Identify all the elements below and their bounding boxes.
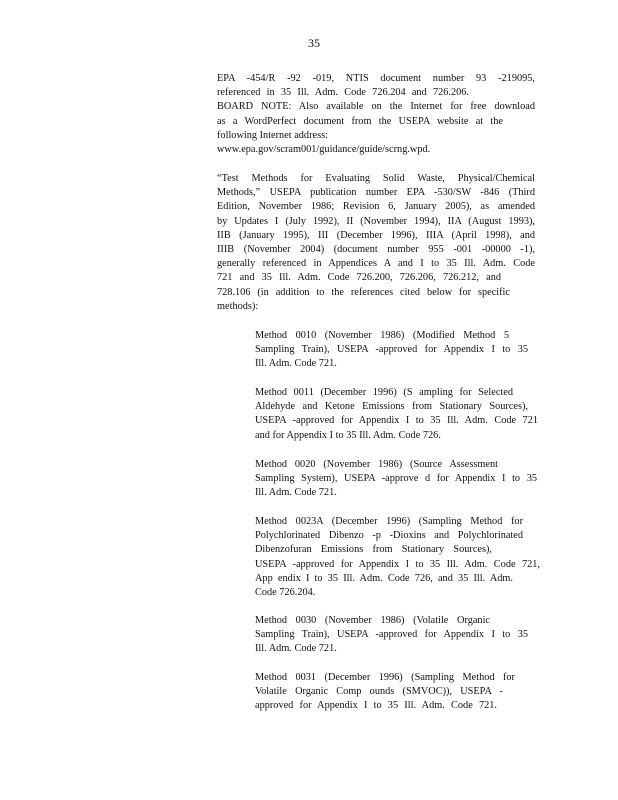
text-line: Dibenzofuran Emissions from Stationary Sources), (255, 544, 492, 556)
text-line: USEPA -approved for Appendix I to 35 Ill. Adm. Code 721, (255, 558, 540, 570)
text-line: 721 and 35 Ill. Adm. Code 726.200, 726.206, 726.212, and (217, 272, 501, 284)
text-line: Method 0023A (December 1996) (Sampling Method for (255, 516, 523, 527)
text-line: Ill. Adm. Code 721. (255, 643, 337, 655)
text-line: USEPA -approved for Appendix I to 35 Ill. Adm. Code 721 (255, 415, 538, 427)
text-line: Method 0020 (November 1986) (Source Assessment (255, 459, 498, 470)
text-line: Method 0011 (December 1996) (S ampling for Selected (255, 387, 513, 398)
paragraph-sw-846 (217, 172, 535, 314)
text-line: IIIB (November 2004) (document number 955 -001 -00000 -1), (217, 243, 535, 255)
text-line: Sampling System), USEPA -approve d for Appendix I to 35 (255, 473, 537, 485)
text-line: www.epa.gov/scram001/guidance/guide/scrng.wpd. (217, 143, 431, 155)
text-line: Code 726.204. (255, 586, 316, 598)
text-line: Method 0030 (November 1986) (Volatile Organic (255, 615, 490, 626)
method-0031 (255, 671, 540, 714)
method-0011 (255, 386, 540, 443)
text-line: and for Appendix I to 35 Ill. Adm. Code 726. (255, 429, 441, 441)
text-line: Method 0010 (November 1986) (Modified Method 5 (255, 330, 509, 341)
text-line: BOARD NOTE: Also available on the Internet for free download (217, 101, 535, 113)
method-0010 (255, 329, 540, 372)
method-0030 (255, 614, 540, 657)
text-line: Methods,” USEPA publication number EPA -530/SW -846 (Third (217, 187, 535, 199)
text-line: Method 0031 (December 1996) (Sampling Method for (255, 672, 515, 683)
text-line: EPA -454/R -92 -019, NTIS document number 93 -219095, (217, 73, 535, 84)
text-line: Sampling Train), USEPA -approved for Appendix I to 35 (255, 629, 528, 641)
text-line: Edition, November 1986; Revision 6, January 2005), as amended (217, 201, 535, 213)
method-0023a (255, 515, 540, 600)
text-line: referenced in 35 Ill. Adm. Code 726.204 and 726.206. (217, 87, 469, 99)
text-line: as a WordPerfect document from the USEPA website at the (217, 115, 503, 127)
text-line: approved for Appendix I to 35 Ill. Adm. Code 721. (255, 700, 497, 712)
text-line: 728.106 (in addition to the references cited below for specific (217, 286, 510, 298)
text-line: methods): (217, 300, 259, 312)
text-line: App endix I to 35 Ill. Adm. Code 726, and 35 Ill. Adm. (255, 572, 513, 584)
text-line: by Updates I (July 1992), II (November 1994), IIA (August 1993), (217, 215, 535, 227)
text-line: generally referenced in Appendices A and I to 35 Ill. Adm. Code (217, 258, 535, 270)
text-line: Aldehyde and Ketone Emissions from Stationary Sources), (255, 401, 528, 413)
text-line: Ill. Adm. Code 721. (255, 358, 337, 370)
text-line: following Internet address: (217, 129, 328, 141)
method-0020 (255, 458, 540, 501)
paragraph-epa-454 (217, 72, 535, 157)
text-line: Sampling Train), USEPA -approved for Appendix I to 35 (255, 344, 528, 356)
text-line: Polychlorinated Dibenzo -p -Dioxins and Polychlorinated (255, 530, 523, 542)
page-number: 35 (308, 36, 320, 50)
text-line: “Test Methods for Evaluating Solid Waste, Physical/Chemical (217, 173, 535, 184)
text-line: Ill. Adm. Code 721. (255, 487, 337, 499)
text-line: IIB (January 1995), III (December 1996), IIIA (April 1998), and (217, 229, 535, 241)
text-line: Volatile Organic Comp ounds (SMVOC)), USEPA - (255, 686, 503, 698)
